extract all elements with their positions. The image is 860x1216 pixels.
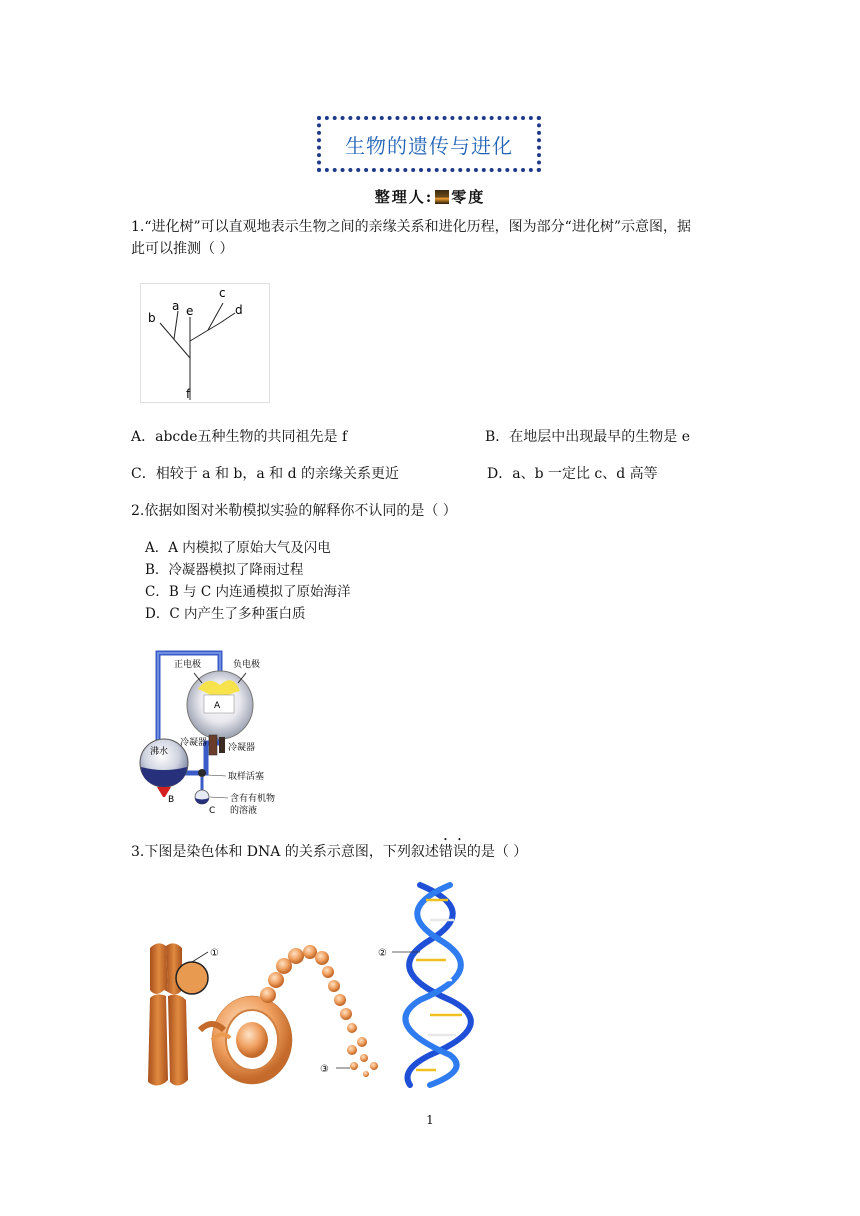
q2-option-b: B．冷凝器模拟了降雨过程 bbox=[145, 562, 304, 578]
tree-label-d: d bbox=[235, 303, 243, 317]
q3-stem-before: 3.下图是染色体和 DNA 的关系示意图，下列叙述 bbox=[131, 844, 439, 860]
figure-label-1: ① bbox=[210, 948, 219, 959]
q1-option-d: D．a、b 一定比 c、d 高等 bbox=[487, 466, 658, 482]
q2-option-a: A．A 内模拟了原始大气及闪电 bbox=[145, 540, 331, 556]
miller-label-positive: 正电极 bbox=[174, 660, 202, 670]
q3-stem bbox=[131, 836, 527, 863]
q3-stem-emphasis: 错误 bbox=[438, 844, 467, 860]
q1-stem bbox=[131, 216, 751, 260]
tree-label-e: e bbox=[186, 304, 194, 318]
q1-option-a: A．abcde五种生物的共同祖先是 f bbox=[131, 429, 348, 445]
tree-label-a: a bbox=[172, 299, 180, 313]
chromosome-dna-figure bbox=[130, 880, 500, 1095]
tree-label-f: f bbox=[186, 387, 191, 401]
q3-stem-after: 的是（ ） bbox=[466, 844, 528, 860]
miller-experiment-figure bbox=[138, 645, 288, 820]
miller-label-b: B bbox=[168, 795, 175, 805]
q1-stem-line1: 1.“进化树”可以直观地表示生物之间的亲缘关系和进化历程，图为部分“进化树”示意图，据 bbox=[131, 219, 691, 235]
title-box bbox=[317, 116, 541, 172]
evolution-tree-figure bbox=[140, 283, 280, 413]
tree-label-b: b bbox=[148, 311, 156, 325]
page-number: 1 bbox=[426, 1113, 434, 1127]
miller-label-negative: 负电极 bbox=[233, 660, 261, 670]
miller-label-condenser-right: 冷凝器 bbox=[228, 743, 256, 753]
tree-label-c: c bbox=[219, 286, 226, 300]
q1-option-c: C．相较于 a 和 b，a 和 d 的亲缘关系更近 bbox=[131, 466, 400, 482]
compiler-line bbox=[0, 186, 860, 207]
miller-label-condenser-left: 冷凝器 bbox=[180, 738, 208, 748]
compiler-prefix: 整理人: bbox=[374, 188, 434, 206]
miller-label-solution-line2: 的溶液 bbox=[230, 806, 258, 816]
compiler-name: 零度 bbox=[451, 188, 486, 206]
page-title: 生物的遗传与进化 bbox=[345, 133, 513, 158]
q2-option-c: C．B 与 C 内连通模拟了原始海洋 bbox=[145, 584, 351, 600]
figure-label-3: ③ bbox=[320, 1064, 329, 1075]
sunset-icon bbox=[435, 190, 449, 204]
q1-option-b: B．在地层中出现最早的生物是 e bbox=[485, 429, 691, 445]
figure-label-2: ② bbox=[378, 948, 387, 959]
miller-label-c: C bbox=[209, 806, 216, 816]
q1-stem-line2: 此可以推测（ ） bbox=[131, 241, 234, 257]
q2-stem: 2.依据如图对米勒模拟实验的解释你不认同的是（ ） bbox=[131, 503, 457, 519]
q2-option-d: D．C 内产生了多种蛋白质 bbox=[145, 606, 306, 622]
miller-label-solution-line1: 含有有机物 bbox=[230, 794, 276, 804]
miller-label-stopcock: 取样活塞 bbox=[228, 772, 265, 782]
miller-label-boiling: 沸水 bbox=[150, 747, 169, 757]
miller-label-a: A bbox=[214, 701, 221, 711]
